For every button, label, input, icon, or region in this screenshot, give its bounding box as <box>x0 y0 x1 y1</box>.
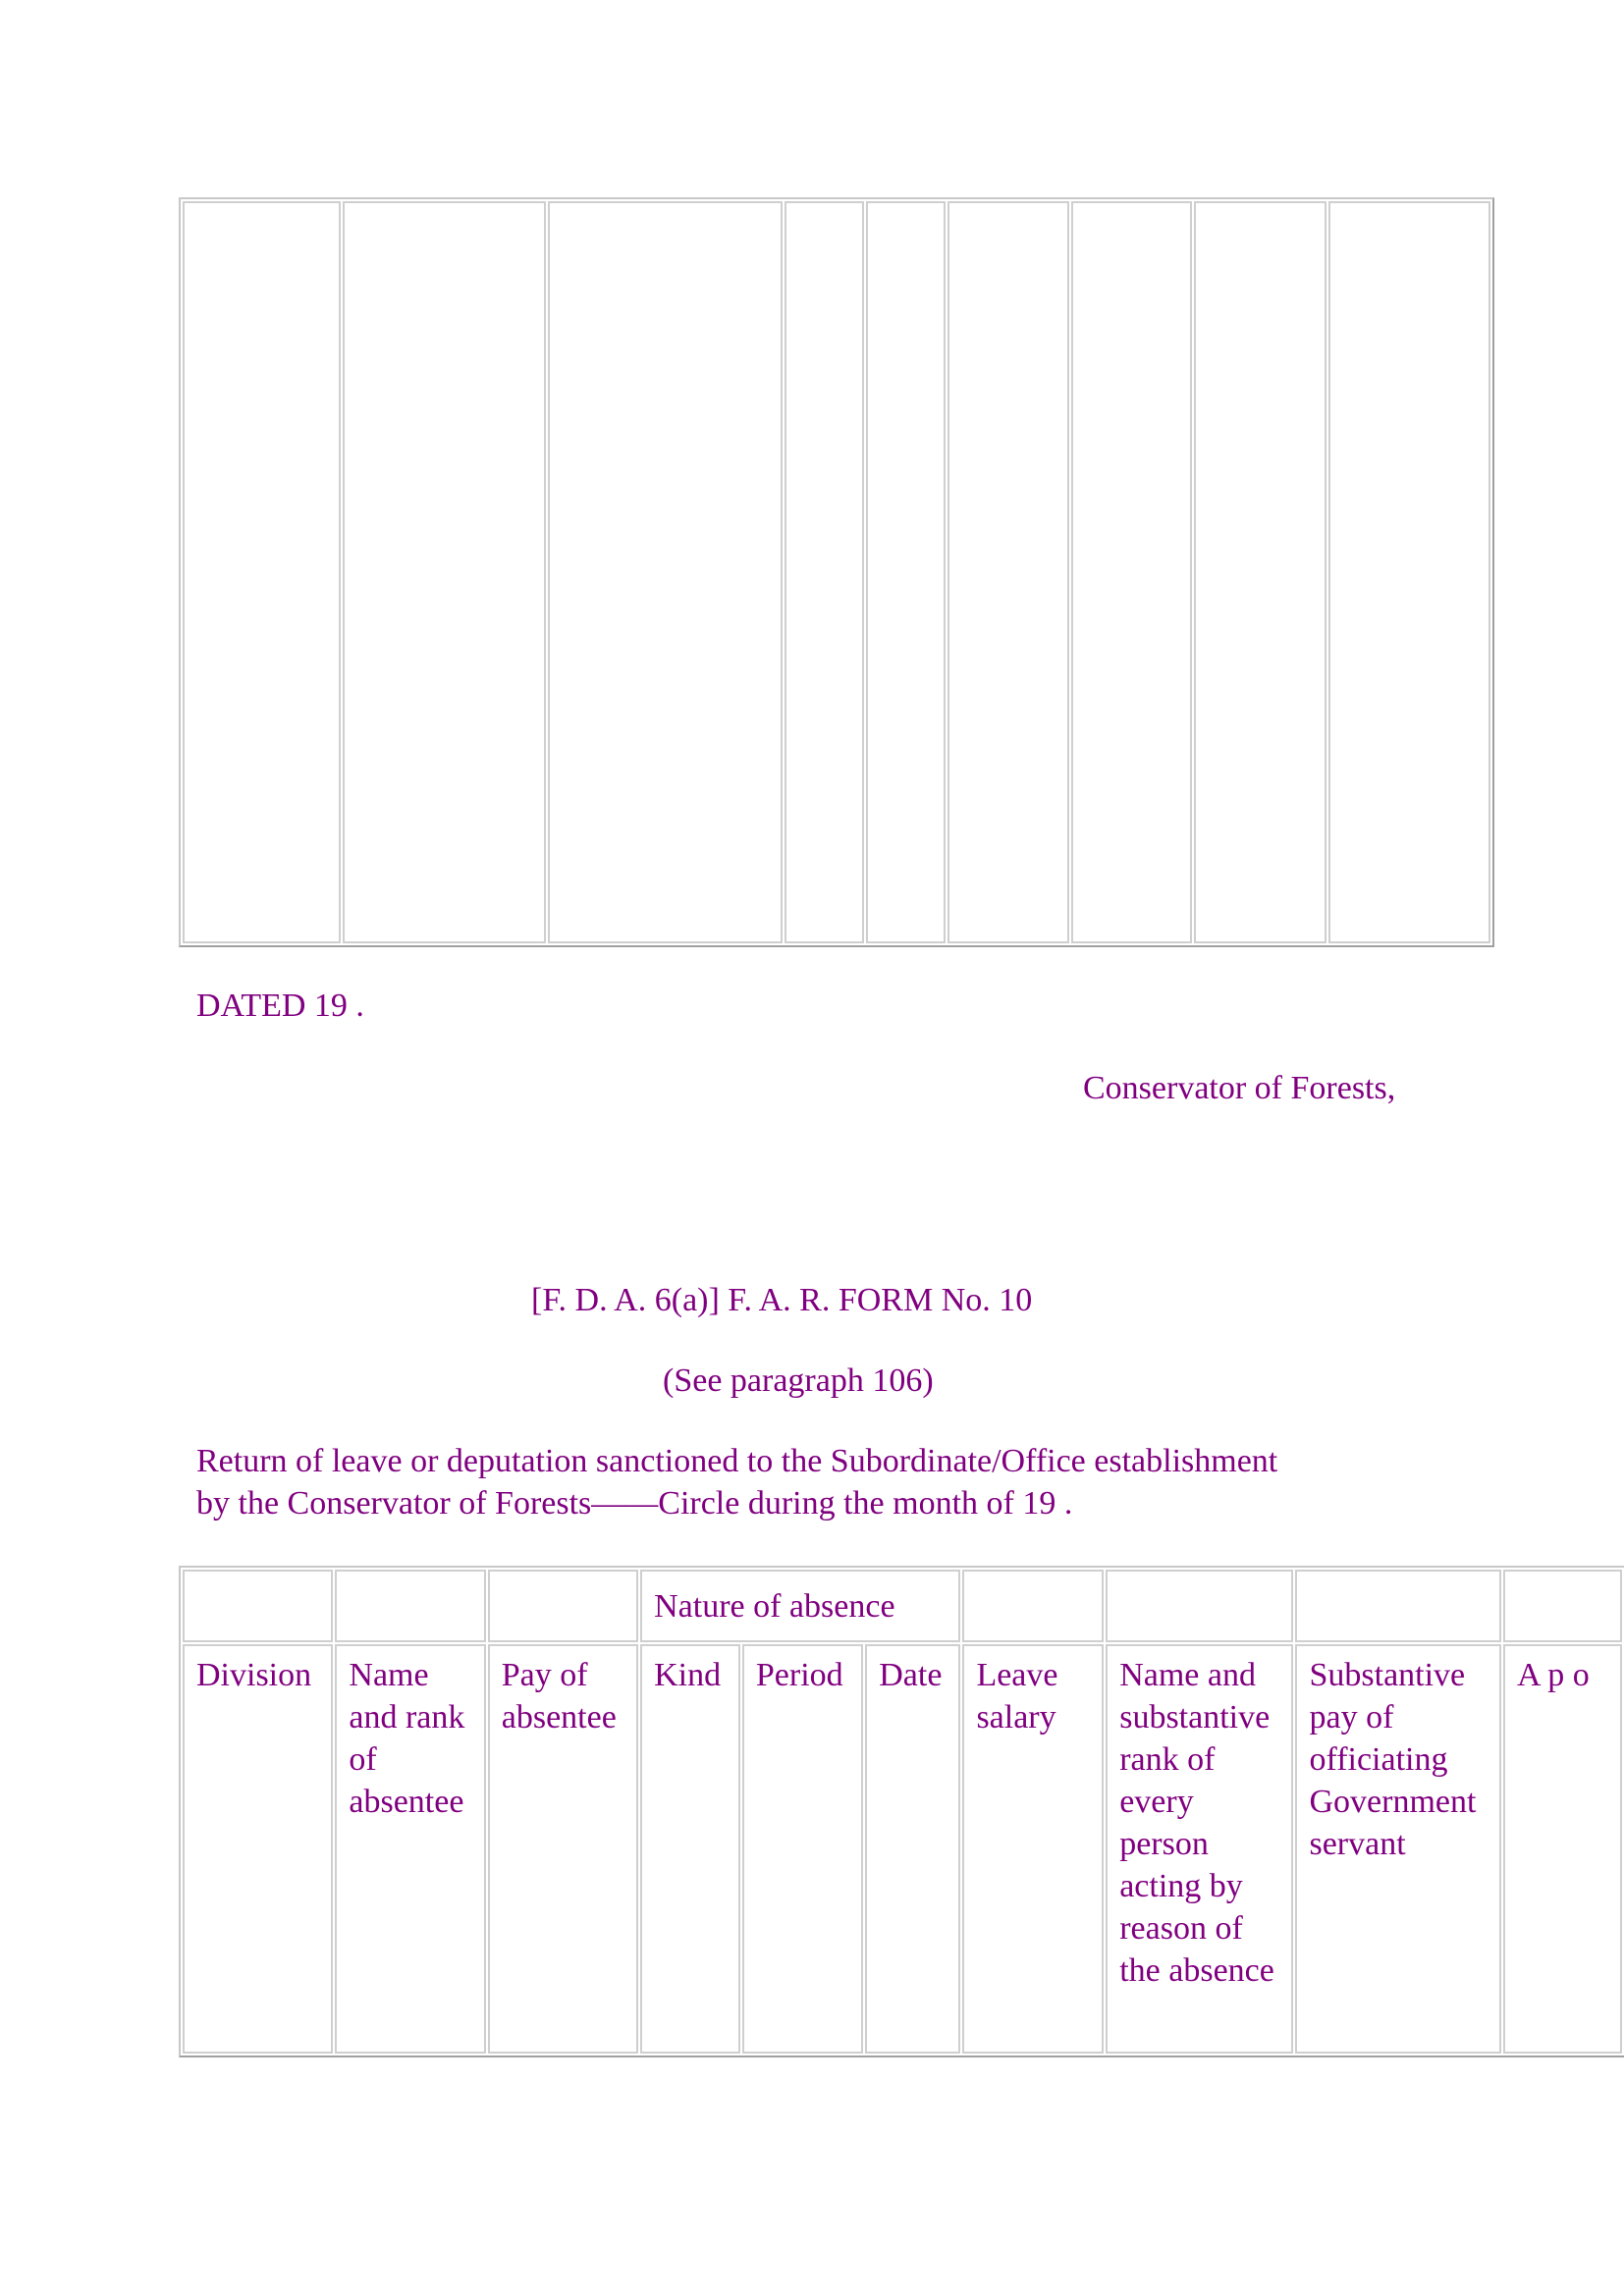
paragraph-reference: (See paragraph 106) <box>663 1362 934 1399</box>
header-cell-empty <box>488 1570 638 1642</box>
table-cell <box>1328 201 1490 943</box>
column-header-kind: Kind <box>640 1644 740 2054</box>
table-cell <box>866 201 946 943</box>
table-cell <box>183 201 341 943</box>
header-cell-empty <box>335 1570 485 1642</box>
table-cell <box>947 201 1069 943</box>
header-cell-empty <box>1106 1570 1293 1642</box>
nature-of-absence-header: Nature of absence <box>640 1570 960 1642</box>
column-header-leave-salary: Leave salary <box>962 1644 1104 2054</box>
column-header-period: Period <box>742 1644 863 2054</box>
header-cell-empty <box>1295 1570 1501 1642</box>
table-header-row-group <box>183 1570 1622 1642</box>
table-header-row <box>183 1644 1622 2054</box>
table-cell <box>548 201 783 943</box>
blank-ruled-table <box>179 197 1494 947</box>
signature-line: Conservator of Forests, <box>1083 1070 1396 1106</box>
column-header-pay: Pay of absentee <box>488 1644 638 2054</box>
table-cell <box>1194 201 1326 943</box>
table-cell <box>343 201 546 943</box>
dated-line: DATED 19 . <box>196 988 364 1024</box>
form-description-line-1: Return of leave or deputation sanctioned to the Subordinate/Office establishment <box>196 1443 1278 1479</box>
form-title: [F. D. A. 6(a)] F. A. R. FORM No. 10 <box>531 1282 1033 1318</box>
column-header-date: Date <box>865 1644 960 2054</box>
leave-return-table <box>179 1566 1624 2057</box>
table-cell <box>785 201 864 943</box>
column-header-truncated: A p o <box>1503 1644 1622 2054</box>
column-header-substantive-pay: Substantive pay of officiating Government servant <box>1295 1644 1501 2054</box>
column-header-name-rank: Name and rank of absentee <box>335 1644 485 2054</box>
column-header-division: Division <box>183 1644 333 2054</box>
header-cell-empty <box>962 1570 1104 1642</box>
column-header-acting-person: Name and substantive rank of every person acting by reason of the absence <box>1106 1644 1293 2054</box>
table-row <box>183 201 1490 943</box>
table-cell <box>1071 201 1192 943</box>
header-cell-empty <box>1503 1570 1622 1642</box>
leave-table-container <box>179 1566 1624 2057</box>
form-description-line-2: by the Conservator of Forests——Circle during the month of 19 . <box>196 1485 1073 1522</box>
header-cell-empty <box>183 1570 333 1642</box>
